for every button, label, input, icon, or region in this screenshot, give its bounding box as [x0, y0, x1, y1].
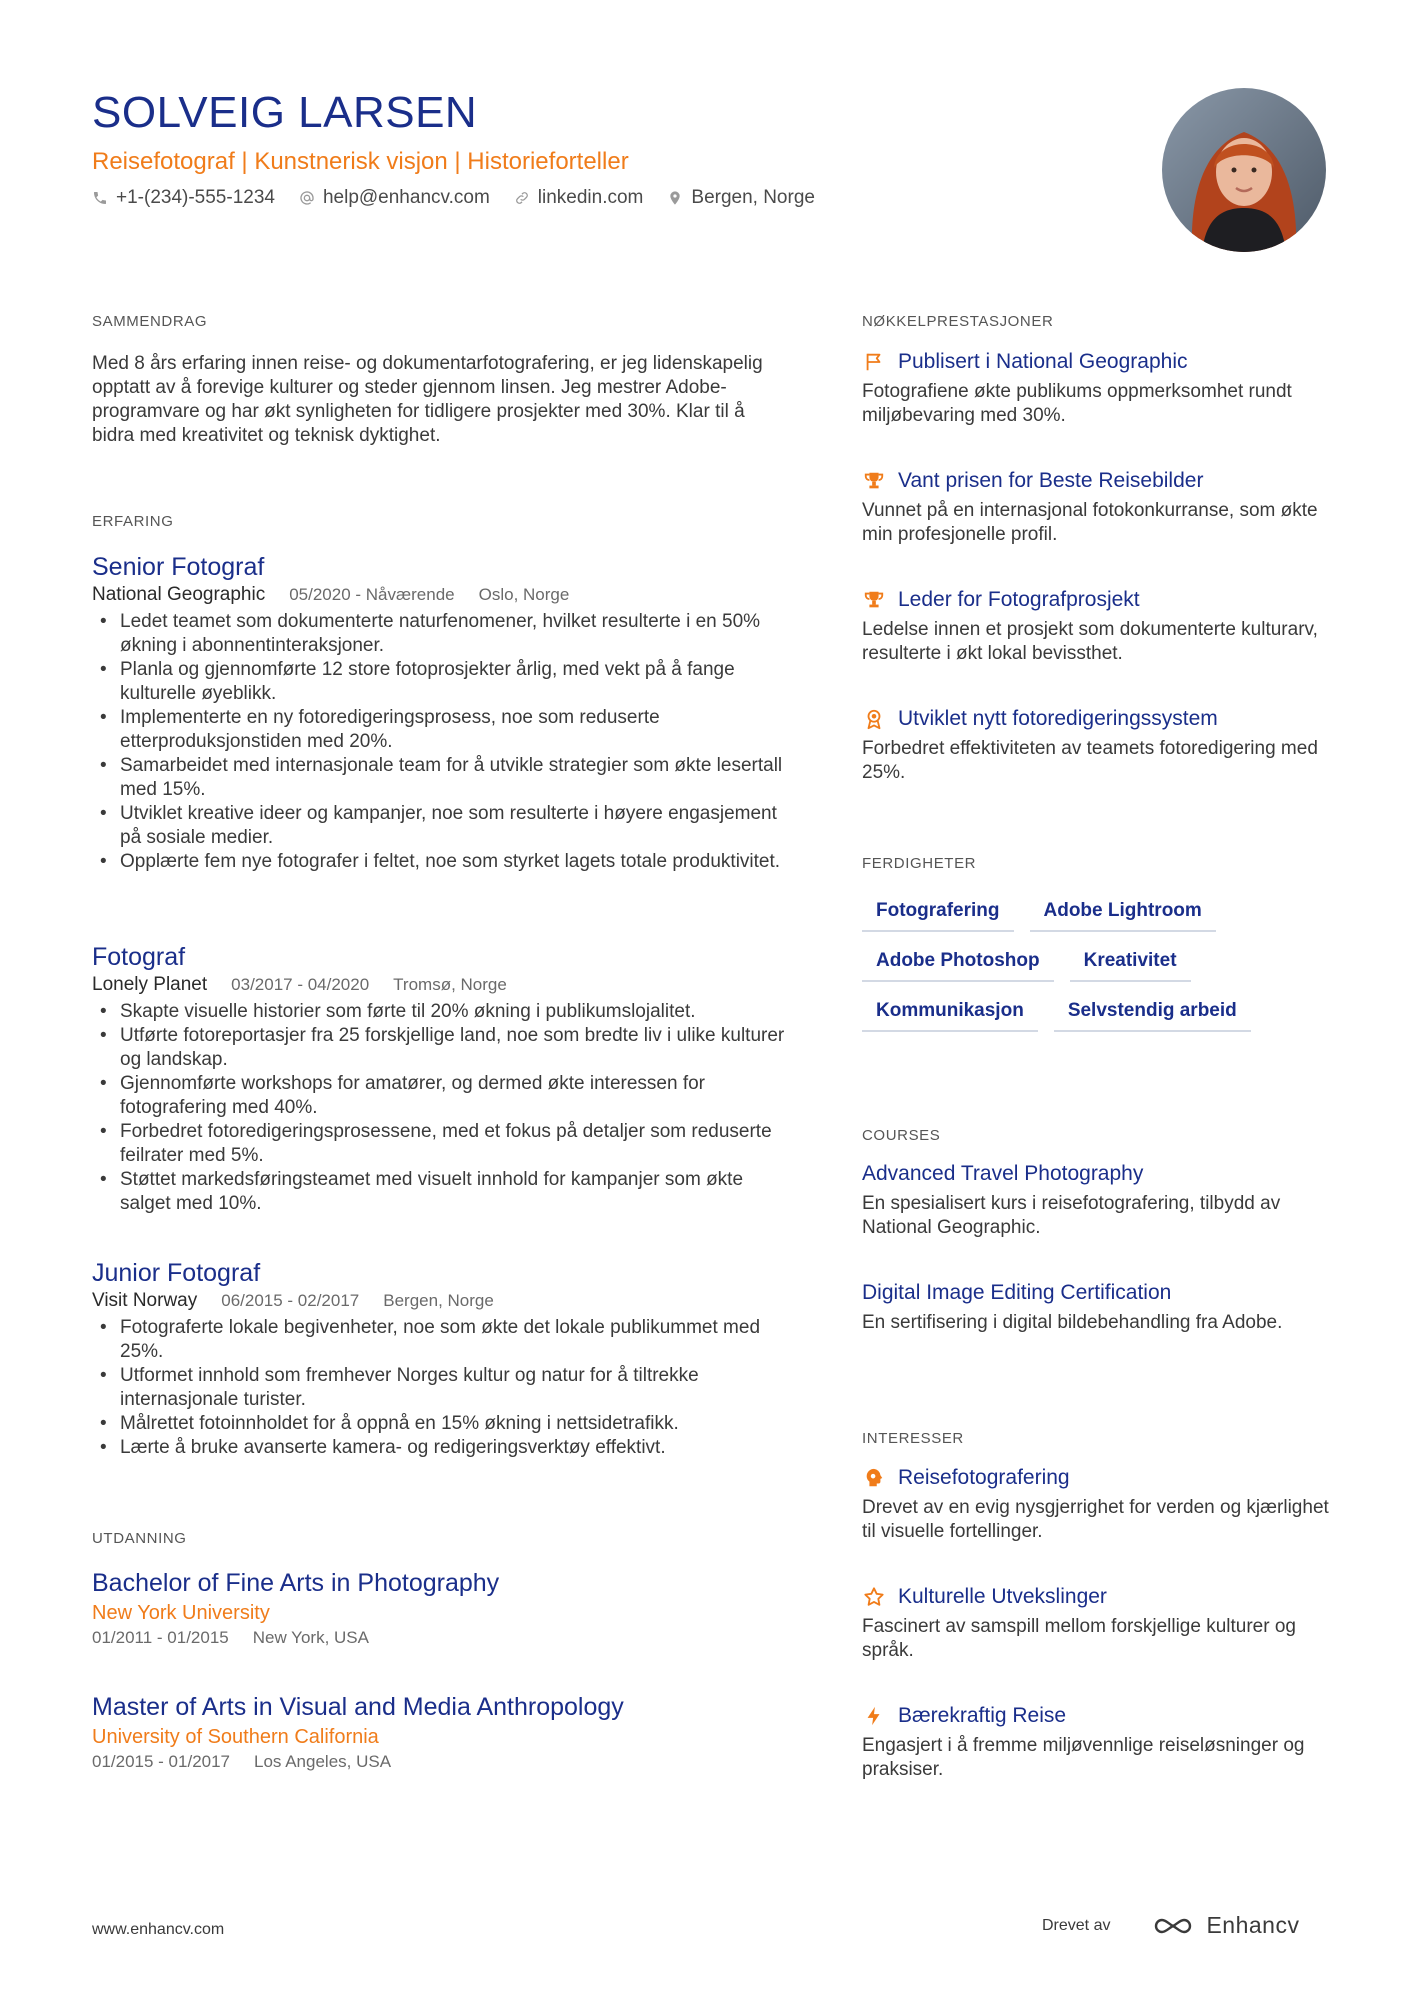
job-bullet: • Planla og gjennomførte 12 store fotoprosjekter årlig, med vekt på å fange kulturelle øyeblikk. — [92, 658, 792, 706]
job-bullet: • Opplærte fem nye fotografer i feltet, noe som styrket lagets totale produktivitet. — [92, 850, 792, 874]
experience-entry — [92, 942, 792, 1216]
job-bullet: • Støttet markedsføringsteamet med visuelt innhold for kampanjer som økte salget med 10%. — [92, 1168, 792, 1216]
job-bullet: • Utformet innhold som fremhever Norges kultur og natur for å tiltrekke internasjonale turister. — [92, 1364, 792, 1412]
achievement-desc: Fotografiene økte publikums oppmerksomhet rundt miljøbevaring med 30%. — [862, 381, 1292, 426]
achievement-item — [862, 707, 1332, 785]
course-item — [862, 1281, 1332, 1335]
link-icon — [514, 190, 530, 206]
job-bullet: • Samarbeidet med internasjonale team for å utvikle strategier som økte lesertall med 15%. — [92, 754, 792, 802]
section-title-skills: FERDIGHETER — [862, 855, 977, 872]
interest-title: Bærekraftig Reise — [898, 1704, 1067, 1727]
email-text[interactable]: help@enhancv.com — [322, 187, 490, 208]
job-bullet: • Implementerte en ny fotoredigeringsprosess, noe som reduserte etterproduksjonstiden med 20%. — [92, 706, 792, 754]
job-company: Lonely Planet — [92, 974, 208, 995]
contact-bar — [92, 187, 839, 209]
contact-email[interactable] — [299, 187, 490, 209]
footer-url[interactable]: www.enhancv.com — [92, 1921, 225, 1938]
achievement-item — [862, 588, 1332, 666]
trophy-icon — [862, 469, 886, 493]
award-ribbon-icon — [862, 707, 886, 731]
enhancv-infinity-icon — [1150, 1914, 1196, 1938]
section-title-experience: ERFARING — [92, 513, 174, 530]
course-desc: En spesialisert kurs i reisefotografering, tilbydd av National Geographic. — [862, 1193, 1281, 1238]
phone-icon — [92, 190, 108, 206]
job-location: Oslo, Norge — [478, 585, 570, 604]
job-meta — [92, 974, 792, 996]
contact-phone — [92, 187, 275, 209]
edu-degree: Bachelor of Fine Arts in Photography — [92, 1569, 500, 1597]
job-title: Junior Fotograf — [92, 1259, 261, 1287]
flag-icon — [862, 350, 886, 374]
course-desc: En sertifisering i digital bildebehandling fra Adobe. — [862, 1312, 1283, 1333]
job-bullets — [92, 610, 792, 874]
section-title-interests: INTERESSER — [862, 1430, 964, 1447]
job-company: National Geographic — [92, 584, 266, 605]
skill-tag: Adobe Lightroom — [1030, 900, 1216, 932]
edu-dates: 01/2015 - 01/2017 — [92, 1752, 231, 1771]
achievement-title: Leder for Fotografprosjekt — [898, 588, 1140, 611]
job-location: Tromsø, Norge — [393, 975, 507, 994]
interest-item — [862, 1704, 1332, 1782]
star-icon — [862, 1585, 886, 1609]
job-dates: 06/2015 - 02/2017 — [221, 1291, 360, 1310]
profile-photo — [1162, 88, 1326, 252]
contact-location — [667, 187, 815, 209]
experience-entry — [92, 1258, 792, 1460]
interest-desc: Drevet av en evig nysgjerrighet for verden og kjærlighet til visuelle fortellinger. — [862, 1497, 1329, 1542]
job-bullet: • Gjennomførte workshops for amatører, og dermed økte interessen for fotografering med 40%. — [92, 1072, 792, 1120]
edu-school: New York University — [92, 1602, 270, 1624]
achievement-item — [862, 350, 1332, 428]
course-item — [862, 1162, 1332, 1240]
job-dates: 05/2020 - Nåværende — [289, 585, 455, 604]
achievement-item — [862, 469, 1332, 547]
job-title: Senior Fotograf — [92, 553, 265, 581]
edu-location: New York, USA — [252, 1628, 369, 1647]
course-title: Advanced Travel Photography — [862, 1162, 1144, 1185]
interest-item — [862, 1466, 1332, 1544]
achievement-desc: Vunnet på en internasjonal fotokonkurranse, som økte min profesjonelle profil. — [862, 500, 1318, 545]
edu-location: Los Angeles, USA — [254, 1752, 392, 1771]
achievement-title: Utviklet nytt fotoredigeringssystem — [898, 707, 1218, 730]
interest-desc: Engasjert i å fremme miljøvennlige reiseløsninger og praksiser. — [862, 1735, 1305, 1780]
education-entry — [92, 1568, 792, 1648]
job-bullet: • Utførte fotoreportasjer fra 25 forskjellige land, noe som bredte liv i ulike kulturer og landskap. — [92, 1024, 792, 1072]
skill-tag: Kommunikasjon — [862, 1000, 1038, 1032]
job-company: Visit Norway — [92, 1290, 198, 1311]
location-pin-icon — [667, 190, 683, 206]
interest-desc: Fascinert av samspill mellom forskjellige kulturer og språk. — [862, 1616, 1296, 1661]
job-bullet: • Fotograferte lokale begivenheter, noe som økte det lokale publikummet med 25%. — [92, 1316, 792, 1364]
head-brain-icon — [862, 1466, 886, 1490]
edu-degree: Master of Arts in Visual and Media Anthropology — [92, 1693, 624, 1721]
section-title-education: UTDANNING — [92, 1530, 187, 1547]
job-meta — [92, 584, 792, 606]
achievement-desc: Forbedret effektiviteten av teamets fotoredigering med 25%. — [862, 738, 1318, 783]
course-title: Digital Image Editing Certification — [862, 1281, 1172, 1304]
interest-title: Kulturelle Utvekslinger — [898, 1585, 1107, 1608]
skill-tag: Fotografering — [862, 900, 1014, 932]
achievement-title: Publisert i National Geographic — [898, 350, 1188, 373]
interest-item — [862, 1585, 1332, 1663]
section-title-achievements: NØKKELPRESTASJONER — [862, 313, 1054, 330]
interest-title: Reisefotografering — [898, 1466, 1070, 1489]
achievement-desc: Ledelse innen et prosjekt som dokumenterte kulturarv, resulterte i økt lokal bevissthet. — [862, 619, 1318, 664]
achievement-title: Vant prisen for Beste Reisebilder — [898, 469, 1204, 492]
experience-entry — [92, 552, 792, 874]
skills-list — [862, 900, 1332, 1050]
job-title: Fotograf — [92, 943, 186, 971]
powered-by-label: Drevet av — [1042, 1916, 1111, 1934]
job-location: Bergen, Norge — [383, 1291, 494, 1310]
job-dates: 03/2017 - 04/2020 — [231, 975, 370, 994]
at-icon — [299, 190, 315, 206]
job-bullet: • Utviklet kreative ideer og kampanjer, noe som resulterte i høyere engasjement på sosiale medier. — [92, 802, 792, 850]
job-bullet: • Lærte å bruke avanserte kamera- og redigeringsverktøy effektivt. — [92, 1436, 792, 1460]
skill-tag: Selvstendig arbeid — [1054, 1000, 1251, 1032]
summary-text: Med 8 års erfaring innen reise- og dokumentarfotografering, er jeg lidenskapelig opptatt av å forevige kulturer og steder gjennom linsen. Jeg mestrer Adobe-programvare og har økt synligheten for tidligere prosjekter med 30%. Klar til å bidra med kreativitet og teknisk dyktighet. — [92, 353, 763, 446]
trophy-icon — [862, 588, 886, 612]
section-title-summary: SAMMENDRAG — [92, 313, 208, 330]
job-bullet: • Forbedret fotoredigeringsprosessene, med et fokus på detaljer som reduserte feilrater med 5%. — [92, 1120, 792, 1168]
lightning-icon — [862, 1704, 886, 1728]
phone-text: +1-(234)-555-1234 — [116, 187, 275, 208]
edu-meta — [92, 1752, 792, 1772]
edu-meta — [92, 1628, 792, 1648]
edu-dates: 01/2011 - 01/2015 — [92, 1628, 229, 1647]
enhancv-brand-text: Enhancv — [1206, 1912, 1300, 1938]
skill-tag: Adobe Photoshop — [862, 950, 1054, 982]
job-bullet: • Skapte visuelle historier som førte til 20% økning i publikumslojalitet. — [92, 1000, 792, 1024]
enhancv-logo[interactable] — [1150, 1912, 1299, 1939]
job-meta — [92, 1290, 792, 1312]
section-title-courses: COURSES — [862, 1127, 941, 1144]
job-bullet: • Målrettet fotoinnholdet for å oppnå en 15% økning i nettsidetrafikk. — [92, 1412, 792, 1436]
candidate-tagline: Reisefotograf | Kunstnerisk visjon | Historieforteller — [92, 148, 629, 175]
linkedin-text[interactable]: linkedin.com — [537, 187, 644, 208]
job-bullets — [92, 1316, 792, 1460]
skill-tag: Kreativitet — [1070, 950, 1191, 982]
education-entry — [92, 1692, 792, 1772]
edu-school: University of Southern California — [92, 1726, 379, 1748]
footer-powered-by — [1042, 1912, 1299, 1939]
job-bullet: • Ledet teamet som dokumenterte naturfenomener, hvilket resulterte i en 50% økning i abonnentinteraksjoner. — [92, 610, 792, 658]
candidate-name: SOLVEIG LARSEN — [92, 88, 478, 137]
location-text: Bergen, Norge — [691, 187, 815, 208]
job-bullets — [92, 1000, 792, 1216]
contact-linkedin[interactable] — [514, 187, 644, 209]
